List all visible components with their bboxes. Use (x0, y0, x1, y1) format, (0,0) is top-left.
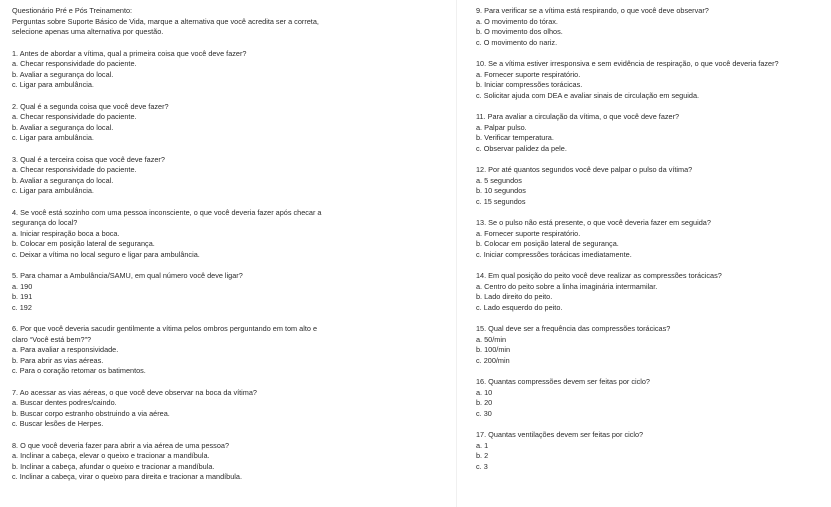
question-text: 16. Quantas compressões devem ser feitas por ciclo? (476, 377, 650, 386)
question-block (12, 102, 352, 144)
option-c: c. 30 (476, 408, 492, 418)
spacer (476, 101, 816, 112)
spacer (476, 260, 816, 271)
option-c: c. Lado esquerdo do peito. (476, 302, 563, 312)
option-a: a. 50/min (476, 334, 507, 344)
question-text: 4. Se você está sozinho com uma pessoa inconsciente, o que você deveria fazer após checar a segurança do local? (12, 207, 322, 227)
spacer (476, 419, 816, 430)
question-block (476, 377, 816, 419)
question-block (12, 441, 352, 483)
spacer (476, 48, 816, 59)
spacer (12, 144, 352, 155)
spacer (12, 377, 352, 388)
question-text: 13. Se o pulso não está presente, o que você deveria fazer em seguida? (476, 218, 711, 227)
spacer (476, 154, 816, 165)
option-c: c. 192 (12, 302, 32, 312)
option-c: c. Para o coração retomar os batimentos. (12, 366, 146, 375)
question-block (476, 218, 816, 260)
option-b: b. Avaliar a segurança do local. (12, 175, 114, 185)
question-text: 17. Quantas ventilações devem ser feitas por ciclo? (476, 430, 644, 439)
question-text: 12. Por até quantos segundos você deve palpar o pulso da vítima? (476, 165, 693, 174)
option-a: a. 1 (476, 440, 489, 450)
spacer (476, 366, 816, 377)
option-c: c. Solicitar ajuda com DEA e avaliar sinais de circulação em seguida. (476, 90, 700, 100)
spacer (12, 430, 352, 441)
option-b: b. 191 (12, 292, 33, 301)
question-block (476, 165, 816, 207)
question-text: 2. Qual é a segunda coisa que você deve fazer? (12, 101, 169, 111)
question-block (12, 155, 352, 197)
option-a: a. Iniciar respiração boca a boca. (12, 228, 120, 238)
option-c: c. Inclinar a cabeça, virar o queixo para direita e tracionar a mandíbula. (12, 472, 242, 481)
column-divider (456, 0, 457, 507)
question-block (12, 49, 352, 91)
option-a: a. Fornecer suporte respiratório. (476, 228, 581, 238)
question-text: 11. Para avaliar a circulação da vítima, o que você deve fazer? (476, 112, 680, 121)
option-b: b. Avaliar a segurança do local. (12, 122, 114, 132)
option-a: a. 5 segundos (476, 175, 522, 185)
question-block (476, 271, 816, 313)
question-text: 6. Por que você deveria sacudir gentilmente a vítima pelos ombros perguntando em tom alto e claro “Você está bem?”? (12, 324, 318, 344)
option-b: b. 100/min (476, 345, 511, 354)
option-c: c. 3 (476, 461, 488, 471)
spacer (476, 207, 816, 218)
option-c: c. Ligar para ambulância. (12, 133, 94, 142)
option-b: b. Colocar em posição lateral de segurança. (12, 239, 155, 248)
spacer (12, 260, 352, 271)
option-a: a. 10 (476, 387, 493, 397)
spacer (12, 313, 352, 324)
spacer (12, 91, 352, 102)
question-block (476, 6, 816, 48)
question-text: 5. Para chamar a Ambulância/SAMU, em qual número você deve ligar? (12, 271, 243, 280)
question-block (12, 324, 352, 377)
option-b: b. Para abrir as vias aéreas. (12, 355, 104, 365)
option-a: a. Checar responsividade do paciente. (12, 59, 137, 68)
question-block (12, 388, 352, 430)
option-a: a. Checar responsividade do paciente. (12, 112, 137, 121)
option-a: a. O movimento do tórax. (476, 16, 558, 26)
document-instruction: Perguntas sobre Suporte Básico de Vida, marque a alternativa que você acredita ser a correta, selecione apenas uma alternativa por questão. (12, 16, 319, 36)
option-a: a. Centro do peito sobre a linha imaginária intermamilar. (476, 281, 658, 291)
document-title: Questionário Pré e Pós Treinamento: (12, 6, 133, 15)
option-c: c. Ligar para ambulância. (12, 186, 94, 195)
option-a: a. Palpar pulso. (476, 122, 527, 132)
option-a: a. Inclinar a cabeça, elevar o queixo e tracionar a mandíbula. (12, 451, 210, 460)
question-text: 9. Para verificar se a vítima está respirando, o que você deve observar? (476, 6, 709, 15)
question-text: 15. Qual deve ser a frequência das compressões torácicas? (476, 324, 671, 333)
option-b: b. Verificar temperatura. (476, 133, 554, 142)
option-b: b. Avaliar a segurança do local. (12, 69, 114, 79)
option-c: c. Ligar para ambulância. (12, 80, 94, 89)
option-b: b. Inclinar a cabeça, afundar o queixo e tracionar a mandíbula. (12, 461, 215, 471)
option-b: b. 2 (476, 451, 489, 460)
option-c: c. Buscar lesões de Herpes. (12, 419, 104, 428)
question-text: 14. Em qual posição do peito você deve realizar as compressões torácicas? (476, 271, 722, 280)
option-b: b. Colocar em posição lateral de segurança. (476, 239, 619, 248)
option-b: b. Lado direito do peito. (476, 292, 553, 301)
option-b: b. 20 (476, 398, 493, 407)
option-a: a. Checar responsividade do paciente. (12, 165, 137, 174)
option-c: c. Observar palidez da pele. (476, 143, 567, 153)
spacer (476, 313, 816, 324)
question-block (476, 112, 816, 154)
question-text: 1. Antes de abordar a vítima, qual a primeira coisa que você deve fazer? (12, 48, 247, 58)
spacer (12, 38, 352, 49)
option-a: a. 190 (12, 281, 33, 291)
question-text: 10. Se a vítima estiver irresponsiva e sem evidência de respiração, o que você deveria fazer? (476, 59, 779, 68)
question-block (476, 430, 816, 472)
option-a: a. Buscar dentes podres/caindo. (12, 398, 117, 407)
spacer (12, 197, 352, 208)
question-text: 8. O que você deveria fazer para abrir a via aérea de uma pessoa? (12, 440, 230, 450)
question-text: 7. Ao acessar as vias aéreas, o que você deve observar na boca da vítima? (12, 387, 257, 397)
option-a: a. Para avaliar a responsividade. (12, 345, 119, 354)
option-c: c. 15 segundos (476, 196, 526, 206)
option-c: c. O movimento do nariz. (476, 37, 558, 47)
question-block (12, 271, 352, 313)
option-b: b. 10 segundos (476, 186, 526, 195)
option-b: b. Buscar corpo estranho obstruindo a via aérea. (12, 408, 170, 418)
right-column (476, 6, 816, 472)
question-text: 3. Qual é a terceira coisa que você deve fazer? (12, 154, 165, 164)
option-c: c. Deixar a vítima no local seguro e ligar para ambulância. (12, 249, 200, 259)
question-block (476, 324, 816, 366)
option-c: c. 200/min (476, 355, 510, 365)
option-b: b. O movimento dos olhos. (476, 27, 563, 36)
question-block (476, 59, 816, 101)
option-c: c. Iniciar compressões torácicas imediatamente. (476, 249, 632, 259)
option-a: a. Fornecer suporte respiratório. (476, 69, 581, 79)
left-column (12, 6, 352, 483)
question-block (12, 208, 352, 261)
option-b: b. Iniciar compressões torácicas. (476, 80, 583, 89)
